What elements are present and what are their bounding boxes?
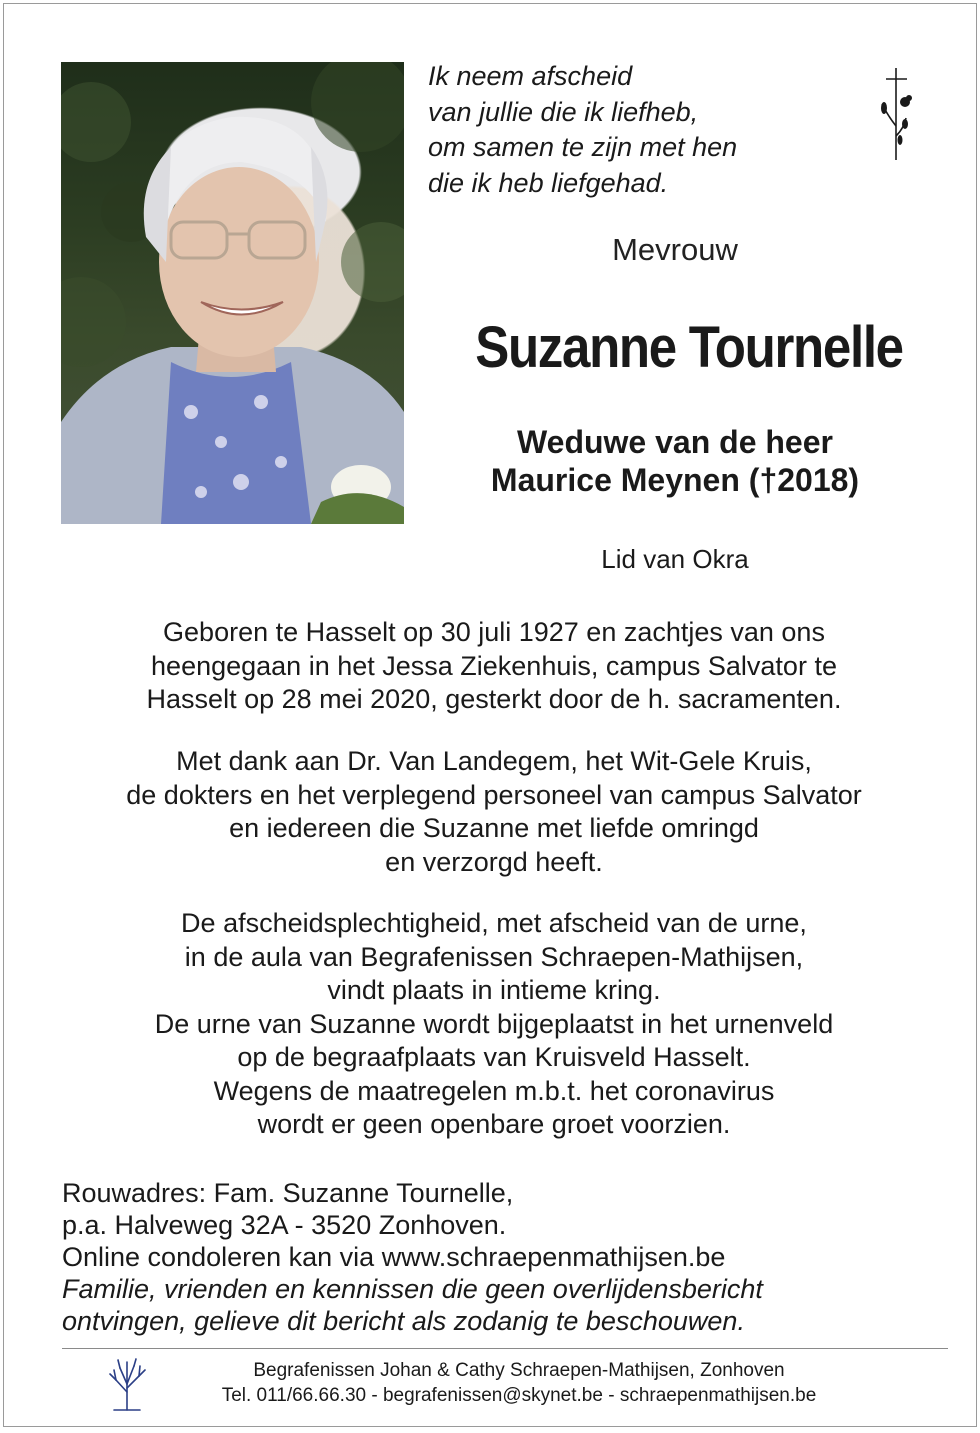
address-line: p.a. Halveweg 32A - 3520 Zonhoven.: [62, 1210, 507, 1240]
cross-with-rose-icon: [876, 66, 920, 162]
verse-line: die ik heb liefgehad.: [428, 167, 669, 198]
paragraph-line: Hasselt op 28 mei 2020, gesterkt door de h. sacramenten.: [146, 684, 842, 714]
paragraph-line: De urne van Suzanne wordt bijgeplaatst in het urnenveld: [154, 1008, 834, 1039]
paragraph-line: Geboren te Hasselt op 30 juli 1927 en zachtjes van ons: [163, 617, 825, 647]
paragraph-line: op de begraafplaats van Kruisveld Hasselt.: [237, 1042, 751, 1072]
notice-line: ontvingen, gelieve dit bericht als zodanig te beschouwen.: [62, 1306, 745, 1336]
tree-logo-icon: [106, 1356, 148, 1412]
obituary-card: [3, 3, 977, 1427]
paragraph-line: Met dank aan Dr. Van Landegem, het Wit-Gele Kruis,: [176, 746, 812, 776]
verse-line: Ik neem afscheid: [428, 61, 633, 91]
widow-of: [434, 423, 916, 499]
paragraph-line: heengegaan in het Jessa Ziekenhuis, campus Salvator te: [151, 650, 837, 681]
farewell-verse: [428, 59, 848, 201]
paragraph-line: Wegens de maatregelen m.b.t. het coronavirus: [213, 1075, 775, 1106]
paragraph-line: vindt plaats in intieme kring.: [327, 975, 661, 1005]
paragraph-line: en verzorgd heeft.: [385, 846, 603, 877]
birth-death-paragraph: [34, 616, 954, 717]
thanks-paragraph: [34, 745, 954, 879]
mourning-address: [62, 1177, 942, 1337]
funeral-home-footer: [154, 1358, 884, 1408]
notice-line: Familie, vrienden en kennissen die geen overlijdensbericht: [62, 1274, 763, 1304]
paragraph-line: De afscheidsplechtigheid, met afscheid van de urne,: [181, 908, 807, 938]
condolence-link-line: Online condoleren kan via www.schraepenmathijsen.be: [62, 1242, 726, 1272]
deceased-name: Suzanne Tournelle: [475, 315, 903, 380]
funeral-home-name: Begrafenissen Johan & Cathy Schraepen-Mathijsen, Zonhoven: [253, 1360, 785, 1381]
address-line: Rouwadres: Fam. Suzanne Tournelle,: [62, 1178, 514, 1208]
widow-line: Maurice Meynen (†2018): [490, 462, 860, 498]
funeral-home-contact: Tel. 011/66.66.30 - begrafenissen@skynet.be - schraepenmathijsen.be: [221, 1385, 817, 1406]
paragraph-line: de dokters en het verplegend personeel van campus Salvator: [126, 779, 862, 810]
paragraph-line: wordt er geen openbare groet voorzien.: [257, 1109, 731, 1139]
honorific: Mevrouw: [612, 232, 738, 267]
ceremony-paragraph: [34, 907, 954, 1142]
verse-line: van jullie die ik liefheb,: [428, 96, 699, 127]
portrait-illustration: [61, 62, 404, 524]
paragraph-line: en iedereen die Suzanne met liefde omringd: [229, 813, 759, 843]
paragraph-line: in de aula van Begrafenissen Schraepen-Mathijsen,: [184, 941, 804, 972]
footer-divider: [62, 1348, 948, 1349]
portrait-photo: [61, 62, 404, 524]
widow-line: Weduwe van de heer: [517, 424, 833, 460]
membership: Lid van Okra: [601, 544, 749, 574]
verse-line: om samen te zijn met hen: [428, 132, 738, 162]
